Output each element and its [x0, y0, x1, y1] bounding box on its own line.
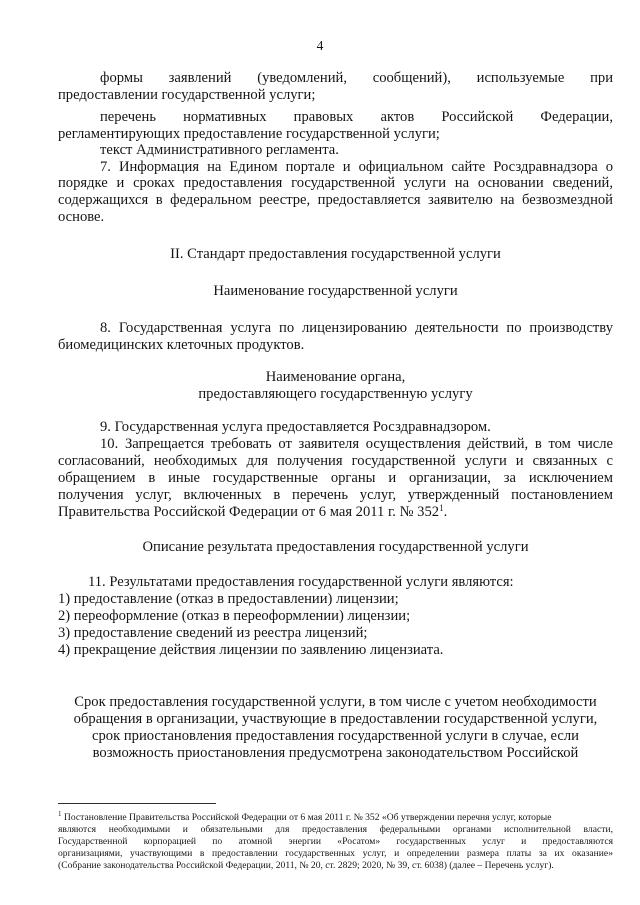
text-line: 7. Информация на Едином портале и официальном сайте Росздравнадзора о	[100, 159, 613, 175]
subsection-heading: Наименование органа,	[265, 369, 406, 385]
subsection-heading: возможность приостановления предусмотрена законодательством Российской	[92, 745, 579, 761]
subsection-heading: Срок предоставления государственной услуги, в том числе с учетом необходимости	[74, 694, 597, 710]
footnote-line: Государственной корпорацией по атомной энергии «Росатом» государственных услуг и предоставляются	[58, 836, 613, 847]
footnote-line: являются необходимыми и обязательными для предоставления федеральными органами исполнительной власти,	[58, 824, 613, 835]
text-line: содержащихся в федеральном реестре, предоставляется заявителю на безвозмездной	[58, 192, 613, 208]
footnote-marker: 1	[58, 810, 62, 818]
footnote-text: Постановление Правительства Российской Федерации от 6 мая 2011 г. № 352 «Об утверждении перечня услуг, которые	[63, 812, 552, 823]
footnote-line	[58, 812, 613, 824]
list-item: 2) переоформление (отказ в переоформлении) лицензии;	[58, 608, 411, 624]
subsection-heading: Наименование государственной услуги	[213, 283, 458, 299]
text-line: регламентирующих предоставление государственной услуги;	[58, 126, 440, 142]
text-line: порядке и сроках предоставления государственной услуги на основании сведений,	[58, 175, 613, 191]
section-heading: II. Стандарт предоставления государственной услуги	[170, 246, 501, 262]
text-line: 10. Запрещается требовать от заявителя осуществления действий, в том числе	[100, 436, 613, 452]
subsection-heading: обращения в организации, участвующие в предоставлении государственной услуги,	[73, 711, 598, 727]
list-item: 3) предоставление сведений из реестра лицензий;	[58, 625, 368, 641]
text-line: 8. Государственная услуга по лицензированию деятельности по производству	[100, 320, 613, 336]
subsection-heading: срок приостановления предоставления государственной услуги в случае, если	[92, 728, 579, 744]
list-item: 4) прекращение действия лицензии по заявлению лицензиата.	[58, 642, 444, 658]
list-item: 1) предоставление (отказ в предоставлении) лицензии;	[58, 591, 399, 607]
text-line: предоставлении государственной услуги;	[58, 87, 316, 103]
text-line: обращением в иные государственные органы и организации, за исключением	[58, 470, 613, 486]
footnote-ref: 1	[439, 503, 444, 513]
subsection-heading: предоставляющего государственную услугу	[198, 386, 473, 402]
text-line: получения услуг, включенных в перечень услуг, утвержденный постановлением	[58, 487, 613, 503]
text-line: биомедицинских клеточных продуктов.	[58, 337, 305, 353]
text-line: основе.	[58, 209, 105, 225]
footnote-divider	[58, 803, 216, 804]
text-line-content: Правительства Российской Федерации от 6 мая 2011 г. № 352	[58, 504, 440, 520]
text-line	[58, 504, 613, 521]
line-end: .	[443, 504, 448, 520]
text-line: перечень нормативных правовых актов Российской Федерации,	[100, 109, 613, 125]
footnote-line: организациями, участвующими в предоставлении государственных услуг, и определении размера платы за их оказание»	[58, 848, 613, 859]
text-line: согласований, необходимых для получения государственной услуги и связанных с	[58, 453, 613, 469]
subsection-heading: Описание результата предоставления государственной услуги	[142, 539, 529, 555]
footnote-line: (Собрание законодательства Российской Федерации, 2011, № 20, ст. 2829; 2020, № 39, ст. 6038) (далее – Перечень услуг).	[58, 860, 554, 871]
text-line: 11. Результатами предоставления государственной услуги являются:	[88, 574, 514, 590]
page-number: 4	[316, 38, 324, 53]
text-line: текст Административного регламента.	[100, 142, 339, 158]
text-line: 9. Государственная услуга предоставляется Росздравнадзором.	[100, 419, 491, 435]
text-line: формы заявлений (уведомлений, сообщений), используемые при	[100, 70, 613, 86]
